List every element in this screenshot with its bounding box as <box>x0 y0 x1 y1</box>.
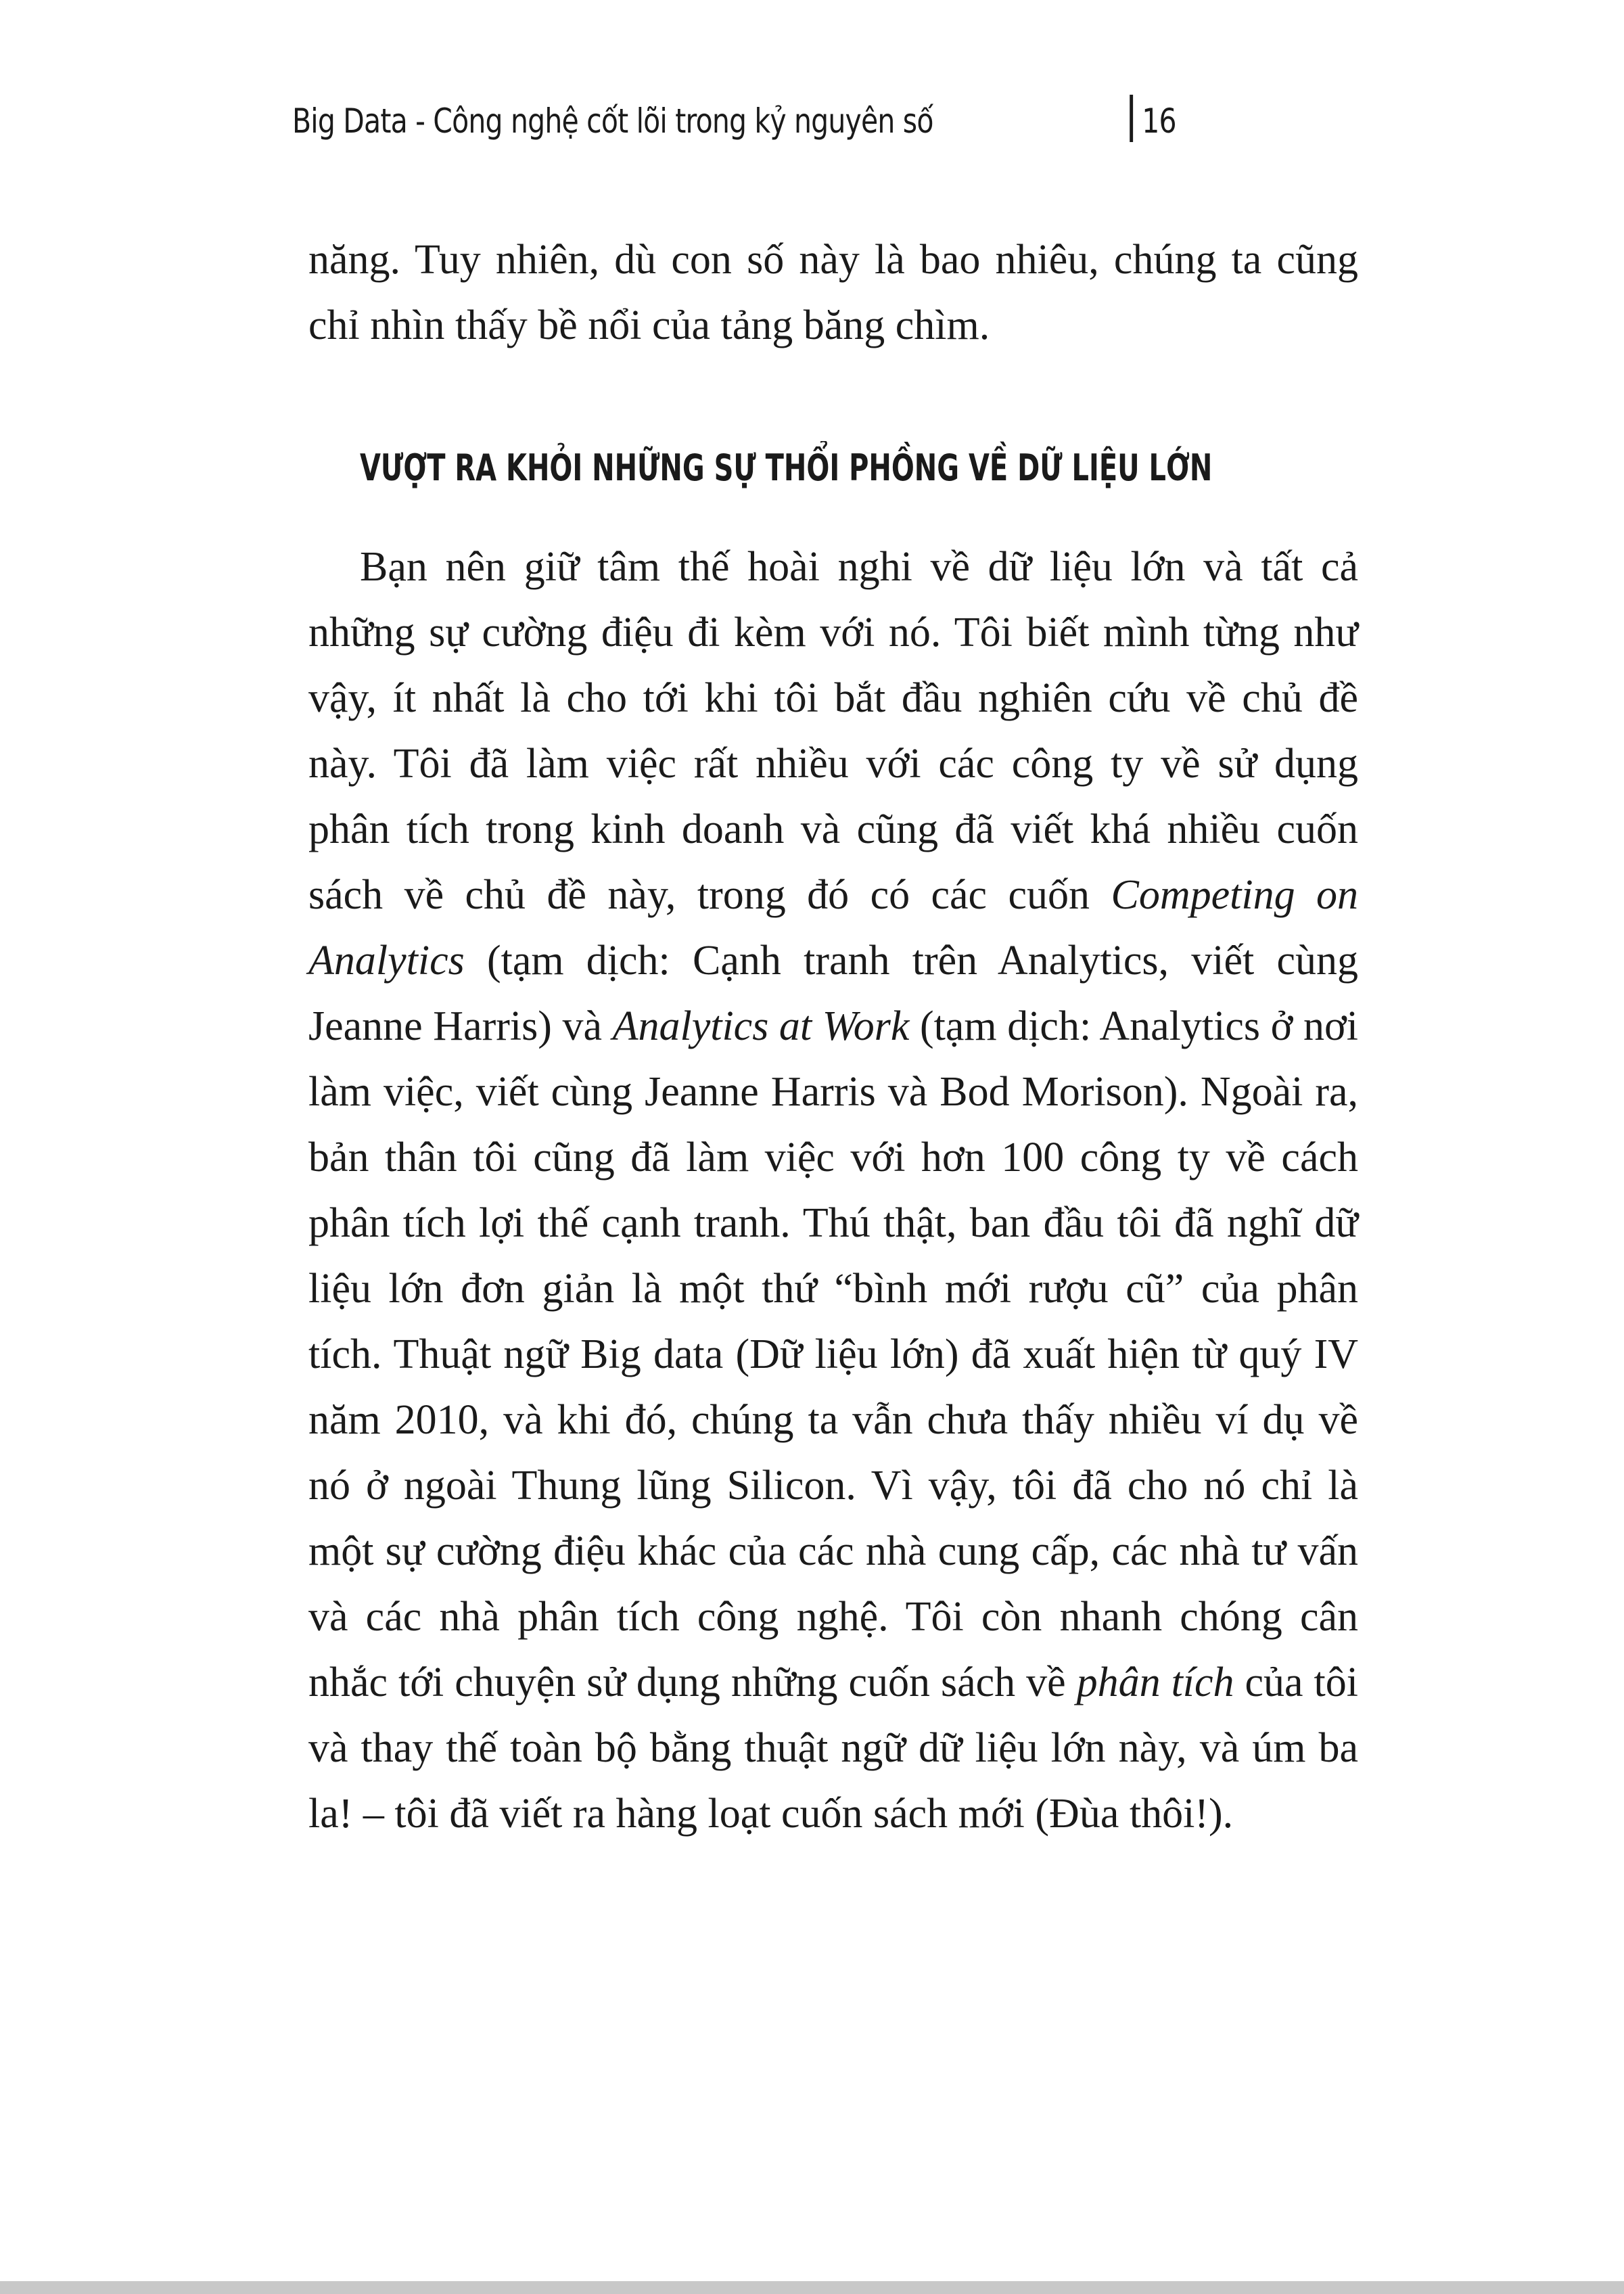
book-title: Big Data - Công nghệ cốt lõi trong kỷ nguyên số <box>292 101 933 141</box>
body-paragraph <box>308 534 1358 1847</box>
paragraph-text-1: Bạn nên giữ tâm thế hoài nghi về dữ liệu lớn và tất cả những sự cường điệu đi kèm với nó. Tôi biết mình từng như vậy, ít nhất là cho tới khi tôi bắt đầu nghiên cứu về chủ đề này. Tôi đã làm việc rất nhiều với các công ty về sử dụng phân tích trong kinh doanh và cũng đã viết khá nhiều cuốn sách về chủ đề này, trong đó có các cuốn <box>308 544 1358 918</box>
paragraph-text-3: (tạm dịch: Analytics ở nơi làm việc, viết cùng Jeanne Harris và Bod Morison). Ngoài ra, bản thân tôi cũng đã làm việc với hơn 100 công ty về cách phân tích lợi thế cạnh tranh. Thú thật, ban đầu tôi đã nghĩ dữ liệu lớn đơn giản là một thứ “bình mới rượu cũ” của phân tích. Thuật ngữ Big data (Dữ liệu lớn) đã xuất hiện từ quý IV năm 2010, và khi đó, chúng ta vẫn chưa thấy nhiều ví dụ về nó ở ngoài Thung lũng Silicon. Vì vậy, tôi đã cho nó chỉ là một sự cường điệu khác của các nhà cung cấp, các nhà tư vấn và các nhà phân tích công nghệ. Tôi còn nhanh chóng cân nhắc tới chuyện sử dụng những cuốn sách về <box>308 1003 1358 1705</box>
page-number: 16 <box>1142 101 1176 141</box>
scan-bottom-edge <box>0 2281 1624 2294</box>
paragraph-text-4: của tôi và thay thế toàn bộ bằng thuật ngữ dữ liệu lớn này, và úm ba la! – tôi đã viết ra hàng loạt cuốn sách mới (Đùa thôi!). <box>308 1659 1358 1837</box>
section-heading: VƯỢT RA KHỎI NHỮNG SỰ THỔI PHỒNG VỀ DỮ LIỆU LỚN <box>360 446 1213 489</box>
book-title-competing-on-analytics: Competing on Analytics <box>308 872 1358 984</box>
emphasis-phan-tich: phân tích <box>1076 1659 1234 1705</box>
page-number-block <box>1130 95 1176 142</box>
header-divider <box>1130 95 1133 142</box>
intro-paragraph: năng. Tuy nhiên, dù con số này là bao nhiêu, chúng ta cũng chỉ nhìn thấy bề nổi của tảng băng chìm. <box>308 237 1358 348</box>
paragraph-text-2: (tạm dịch: Cạnh tranh trên Analytics, viết cùng Jeanne Harris) và <box>308 938 1358 1049</box>
book-title-analytics-at-work: Analytics at Work <box>612 1003 910 1049</box>
running-header <box>292 95 1180 156</box>
